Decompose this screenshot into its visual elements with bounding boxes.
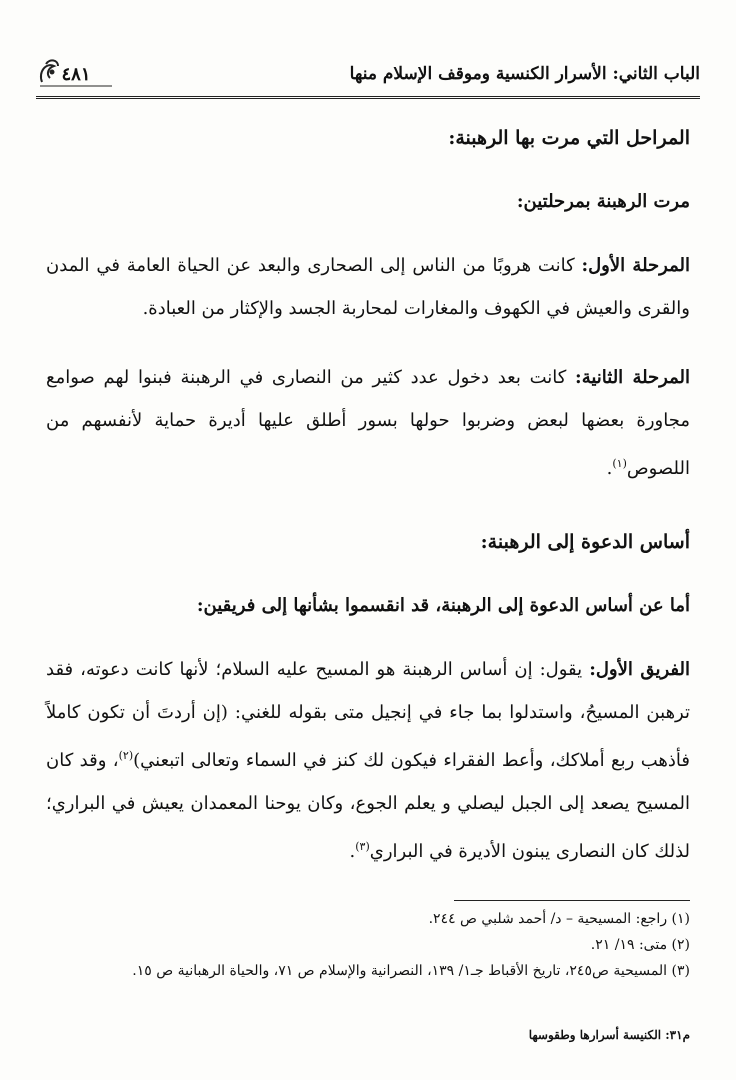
footnote-3: (٣) المسيحية ص٢٤٥، تاريخ الأقباط جـ١/ ١٣٩، النصرانية والإسلام ص ٧١، والحياة الرهبانية ص ١٥. <box>132 963 690 979</box>
running-header <box>36 56 700 99</box>
page-number: ٤٨١ <box>61 64 91 85</box>
footnote-divider <box>454 900 690 901</box>
header-title: الباب الثاني: الأسرار الكنسية وموقف الإسلام منها <box>349 64 700 84</box>
footnote-ref-1: (١) <box>612 457 627 470</box>
footnote-2: (٢) متى: ١٩/ ٢١. <box>590 937 690 953</box>
footnote-ref-2: (٢) <box>118 749 134 762</box>
paragraph-stage-one <box>46 244 690 330</box>
group-one-label: الفريق الأول: <box>589 659 690 680</box>
stage-one-text: كانت هروبًا من الناس إلى الصحارى والبعد عن الحياة العامة في المدن والقرى والعيش في الكهوف والمغارات لمحاربة الجسد والإكثار من العبادة. <box>46 255 690 319</box>
subheading-two-stages: مرت الرهبنة بمرحلتين: <box>516 191 690 212</box>
group-one-end: . <box>349 841 356 862</box>
section-heading-stages: المراحل التي مرت بها الرهبنة: <box>448 127 690 149</box>
stage-two-end: . <box>606 458 613 479</box>
stage-one-label: المرحلة الأول: <box>581 255 690 276</box>
group-one-text-a: يقول: إن أساس الرهبنة هو المسيح عليه السلام؛ لأنها كانت دعوته، فقد ترهبن المسيحُ، واستدلوا بما جاء في إنجيل متى بقوله للغني: (إن أردتَ أن تكون كاملاً فأذهب ربع أملاكك، وأعط الفقراء فيكون لك كنز في السماء وتعالى اتبعني) <box>46 659 690 771</box>
stage-two-text: كانت بعد دخول عدد كثير من النصارى في الرهبنة فبنوا لهم صوامع مجاورة بعضها لبعض وضربوا حولها بسور أطلق عليها أديرة حماية لأنفسهم من اللصوص <box>46 367 690 479</box>
paragraph-group-one <box>46 648 690 873</box>
stage-two-label: المرحلة الثانية: <box>575 367 691 388</box>
footnote-1: (١) راجع: المسيحية – د/ أحمد شلبي ص ٢٤٤. <box>428 911 690 927</box>
footnote-ref-3: (٣) <box>355 840 370 853</box>
subheading-two-groups: أما عن أساس الدعوة إلى الرهبنة، قد انقسموا بشأنها إلى فريقين: <box>196 595 690 616</box>
section-heading-basis: أساس الدعوة إلى الرهبنة: <box>480 531 690 553</box>
main-content <box>46 116 690 873</box>
group-one-text-b: ، وقد كان المسيح يصعد إلى الجبل ليصلي و يعلم الجوع، وكان يوحنا المعمدان يعيش في البراري؛ لذلك كان النصارى يبنون الأديرة في البراري <box>46 750 690 862</box>
footnotes <box>46 906 690 984</box>
page-footer: م٣١: الكنيسة أسرارها وطقوسها <box>528 1028 690 1042</box>
paragraph-stage-two <box>46 356 690 490</box>
